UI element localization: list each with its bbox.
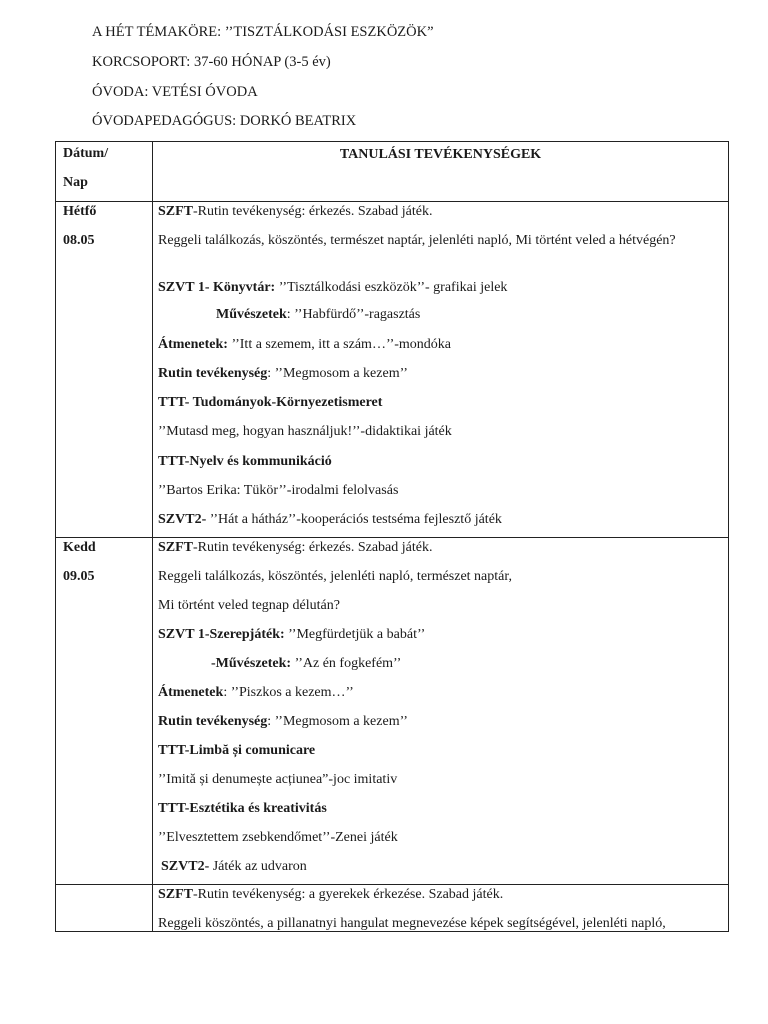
date-day-header-cell (56, 142, 153, 202)
list-item: ’’Imită și denumește acțiunea”-joc imitativ (158, 772, 398, 787)
monday-activities-cell (153, 202, 729, 538)
list-item: Rutin tevékenység: ’’Megmosom a kezem’’ (158, 714, 408, 729)
list-item: Reggeli találkozás, köszöntés, természet naptár, jelenléti napló, Mi történt veled a hétvégén? (158, 233, 676, 248)
table-row-wednesday (56, 885, 729, 932)
tuesday-date-cell (56, 538, 153, 885)
list-item: ’’Bartos Erika: Tükör’’-irodalmi felolvasás (158, 483, 399, 498)
kindergarten-line: ÓVODA: VETÉSI ÓVODA (92, 84, 258, 100)
list-item: SZFT-Rutin tevékenység: a gyerekek érkezése. Szabad játék. (158, 887, 504, 902)
list-item: SZVT 1- Könyvtár: ’’Tisztálkodási eszközök’’- grafikai jelek (158, 280, 508, 295)
table-row-monday (56, 202, 729, 538)
table-row-tuesday (56, 538, 729, 885)
activities-header-cell (153, 142, 729, 202)
list-item: Reggeli köszöntés, a pillanatnyi hangulat megnevezése képek segítségével, jelenléti napló, (158, 916, 666, 931)
monday-date-cell (56, 202, 153, 538)
wednesday-date-cell (56, 885, 153, 932)
list-item: SZFT-Rutin tevékenység: érkezés. Szabad játék. (158, 540, 433, 555)
list-item: SZVT 1-Szerepjáték: ’’Megfürdetjük a babát’’ (158, 627, 426, 642)
teacher-line: ÓVODAPEDAGÓGUS: DORKÓ BEATRIX (92, 113, 357, 129)
list-item: SZFT-Rutin tevékenység: érkezés. Szabad játék. (158, 204, 433, 219)
list-item: TTT-Limbă și comunicare (158, 743, 316, 758)
list-item: TTT- Tudományok-Környezetismeret (158, 395, 383, 410)
list-item: SZVT2- Játék az udvaron (161, 859, 307, 874)
list-item: SZVT2- ’’Hát a hátház’’-kooperációs testséma fejlesztő játék (158, 512, 502, 527)
monday-day: Hétfő (63, 204, 97, 219)
activities-table (55, 141, 729, 932)
list-item: -Művészetek: ’’Az én fogkefém’’ (211, 656, 402, 671)
list-item: Mi történt veled tegnap délután? (158, 598, 340, 613)
list-item: Átmenetek: ’’Piszkos a kezem…’’ (158, 685, 354, 700)
tuesday-day: Kedd (63, 540, 96, 555)
list-item: Átmenetek: ’’Itt a szemem, itt a szám…’’-mondóka (158, 337, 451, 352)
age-group-line: KORCSOPORT: 37-60 HÓNAP (3-5 év) (92, 54, 331, 70)
day-header: Nap (63, 175, 88, 190)
list-item: Művészetek: ’’Habfürdő’’-ragasztás (216, 307, 421, 322)
list-item: TTT-Esztétika és kreativitás (158, 801, 327, 816)
list-item: ’’Mutasd meg, hogyan használjuk!’’-didaktikai játék (158, 424, 452, 439)
tuesday-date: 09.05 (63, 569, 95, 584)
table-header-row (56, 142, 729, 202)
wednesday-activities-cell (153, 885, 729, 932)
list-item: Reggeli találkozás, köszöntés, jelenléti napló, természet naptár, (158, 569, 512, 584)
list-item: ’’Elvesztettem zsebkendőmet’’-Zenei játék (158, 830, 398, 845)
tuesday-activities-cell (153, 538, 729, 885)
date-header: Dátum/ (63, 146, 109, 161)
list-item: TTT-Nyelv és kommunikáció (158, 454, 332, 469)
list-item: Rutin tevékenység: ’’Megmosom a kezem’’ (158, 366, 408, 381)
activities-header: TANULÁSI TEVÉKENYSÉGEK (339, 147, 542, 162)
monday-date: 08.05 (63, 233, 95, 248)
theme-line: A HÉT TÉMAKÖRE: ’’TISZTÁLKODÁSI ESZKÖZÖK” (92, 24, 434, 40)
